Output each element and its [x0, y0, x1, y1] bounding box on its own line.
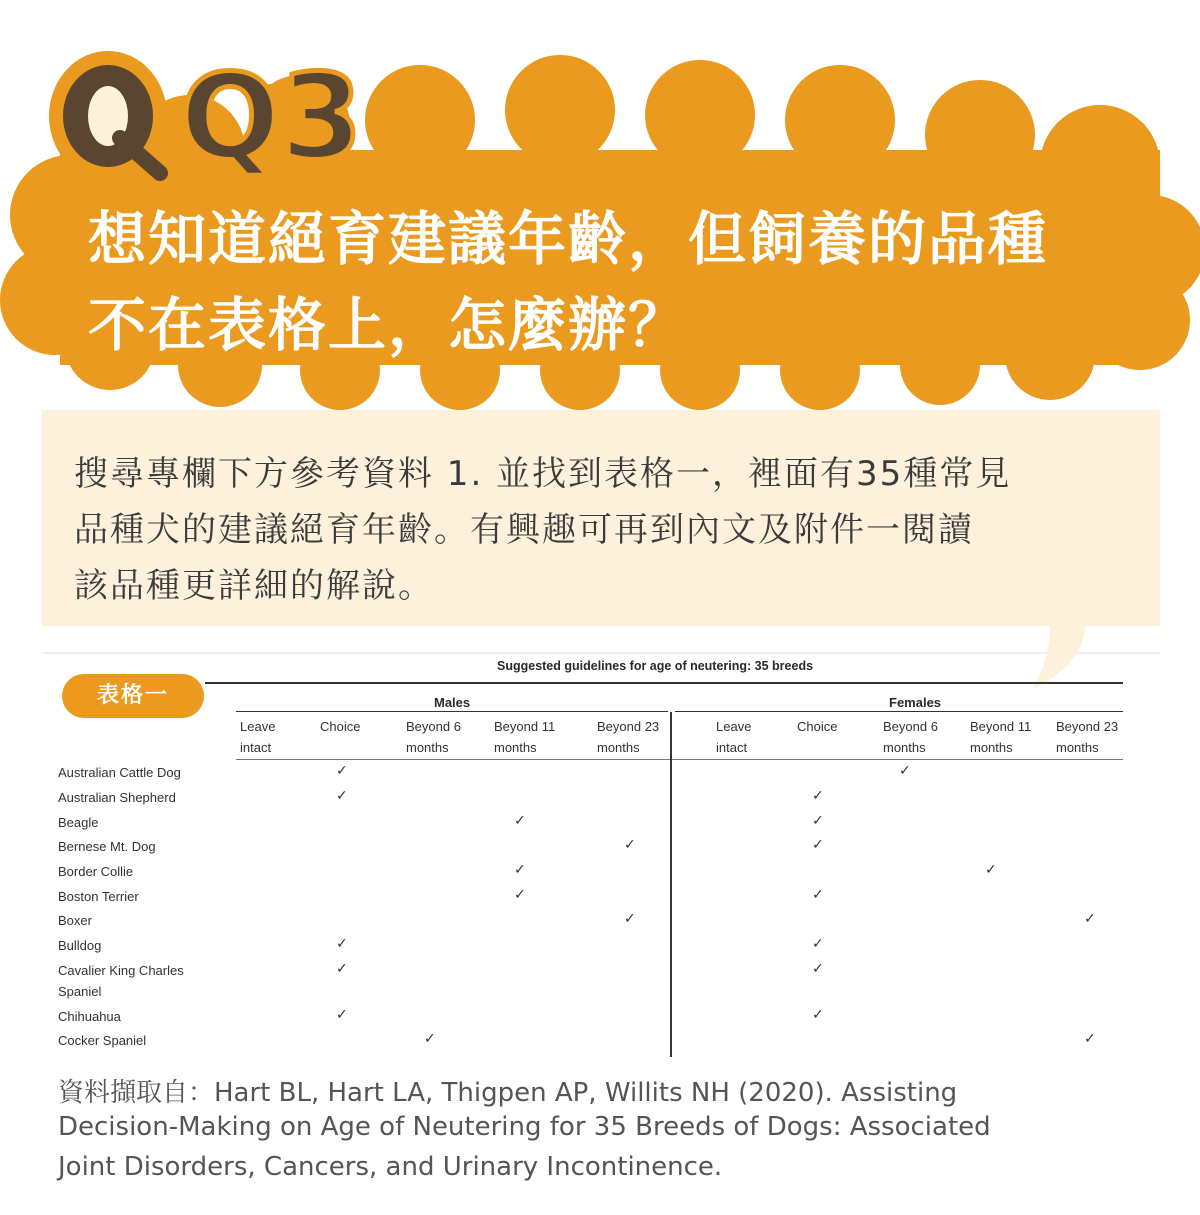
breed-name-text: Bulldog	[58, 938, 102, 953]
column-header-line-2: months	[883, 740, 926, 755]
column-header-line-1: Beyond 23	[597, 719, 660, 734]
breed-name-text: Beagle	[58, 815, 99, 830]
breed-name	[58, 1030, 146, 1051]
male-check-mark: ✓	[624, 837, 636, 853]
female-check-mark: ✓	[1084, 911, 1096, 927]
source-line-1: 資料擷取自：Hart BL, Hart LA, Thigpen AP, Willits NH (2020). Assisting	[58, 1078, 958, 1108]
female-check-mark: ✓	[985, 862, 997, 878]
breed-name	[58, 861, 133, 882]
column-header-line-1: Beyond 6	[883, 719, 938, 734]
question-title-line-1: 想知道絕育建議年齡，但飼養的品種	[88, 205, 1049, 273]
breed-name-text: Bernese Mt. Dog	[58, 839, 156, 854]
table-top-divider	[42, 652, 1160, 654]
breed-name-text: Border Collie	[58, 864, 134, 879]
female-check-mark: ✓	[812, 837, 824, 853]
male-check-mark: ✓	[514, 813, 526, 829]
males-header: Males	[434, 695, 471, 710]
breed-name	[58, 910, 92, 931]
column-header-line-1: Choice	[320, 719, 361, 734]
male-check-mark: ✓	[336, 961, 348, 977]
male-check-mark: ✓	[514, 887, 526, 903]
male-check-mark: ✓	[624, 911, 636, 927]
column-header-line-1: Leave	[716, 719, 752, 734]
q3-badge-number: Q3	[180, 48, 363, 186]
male-check-mark: ✓	[336, 763, 348, 779]
breed-name-text: Australian Shepherd	[58, 790, 176, 805]
breed-name	[58, 960, 184, 1002]
breed-name	[58, 812, 98, 833]
column-header-line-1: Choice	[797, 719, 838, 734]
table-divider-vertical	[670, 712, 672, 1057]
column-header-line-1: Beyond 11	[494, 719, 556, 734]
answer-line-3: 該品種更詳細的解說。	[74, 566, 434, 606]
column-header	[883, 716, 938, 758]
column-header-line-2: intact	[716, 740, 748, 755]
column-header	[597, 716, 659, 758]
breed-name-text: Cavalier King Charles	[58, 963, 184, 978]
table-rule-males	[236, 711, 668, 712]
speech-tail	[1025, 620, 1095, 695]
column-header	[494, 716, 555, 758]
female-check-mark: ✓	[812, 788, 824, 804]
breed-name-text-2: Spaniel	[58, 984, 102, 999]
male-check-mark: ✓	[336, 788, 348, 804]
source-line-2: Decision-Making on Age of Neutering for 35 Breeds of Dogs: Associated	[58, 1112, 991, 1142]
females-header: Females	[889, 695, 942, 710]
q3-badge	[40, 28, 363, 186]
female-check-mark: ✓	[812, 961, 824, 977]
table-rule-females	[675, 711, 1123, 712]
breed-name	[58, 787, 176, 808]
source-line-3: Joint Disorders, Cancers, and Urinary Incontinence.	[58, 1152, 723, 1182]
column-header-line-1: Leave	[240, 719, 276, 734]
breed-name-text: Boston Terrier	[58, 889, 139, 904]
breed-name	[58, 886, 139, 907]
column-header-line-2: months	[597, 740, 640, 755]
column-header	[1056, 716, 1118, 758]
male-check-mark: ✓	[336, 1007, 348, 1023]
breed-name	[58, 836, 156, 857]
male-check-mark: ✓	[514, 862, 526, 878]
male-check-mark: ✓	[336, 936, 348, 952]
male-check-mark: ✓	[424, 1031, 436, 1047]
column-header	[406, 716, 461, 758]
question-title-line-2: 不在表格上，怎麼辦？	[88, 291, 689, 359]
table-title: Suggested guidelines for age of neutering: 35 breeds	[497, 659, 814, 673]
female-check-mark: ✓	[899, 763, 911, 779]
column-header-line-1: Beyond 23	[1056, 719, 1119, 734]
breed-name-text: Chihuahua	[58, 1009, 121, 1024]
breed-name-text: Cocker Spaniel	[58, 1033, 147, 1048]
breed-name	[58, 762, 181, 783]
female-check-mark: ✓	[812, 936, 824, 952]
column-header-line-2: months	[970, 740, 1013, 755]
column-header	[240, 716, 275, 758]
table-badge: 表格一	[62, 674, 204, 718]
answer-line-2: 品種犬的建議絕育年齡。有興趣可再到內文及附件一閱讀	[74, 510, 974, 550]
column-header-line-2: intact	[240, 740, 272, 755]
female-check-mark: ✓	[812, 887, 824, 903]
table-rule-header-bottom	[236, 759, 1123, 760]
answer-line-1: 搜尋專欄下方參考資料 1. 並找到表格一，裡面有35種常見	[74, 454, 1012, 494]
column-header-line-2: months	[494, 740, 537, 755]
column-header-line-1: Beyond 11	[970, 719, 1032, 734]
column-header	[716, 716, 751, 758]
female-check-mark: ✓	[812, 1007, 824, 1023]
female-check-mark: ✓	[1084, 1031, 1096, 1047]
column-header-line-1: Beyond 6	[406, 719, 461, 734]
table-rule-top	[205, 682, 1123, 684]
female-check-mark: ✓	[812, 813, 824, 829]
column-header-line-2: months	[1056, 740, 1099, 755]
breed-name-text: Australian Cattle Dog	[58, 765, 181, 780]
column-header	[970, 716, 1031, 758]
breed-name	[58, 1006, 121, 1027]
column-header	[797, 716, 837, 737]
breed-name-text: Boxer	[58, 913, 92, 928]
column-header-line-2: months	[406, 740, 449, 755]
column-header	[320, 716, 360, 737]
breed-name	[58, 935, 101, 956]
